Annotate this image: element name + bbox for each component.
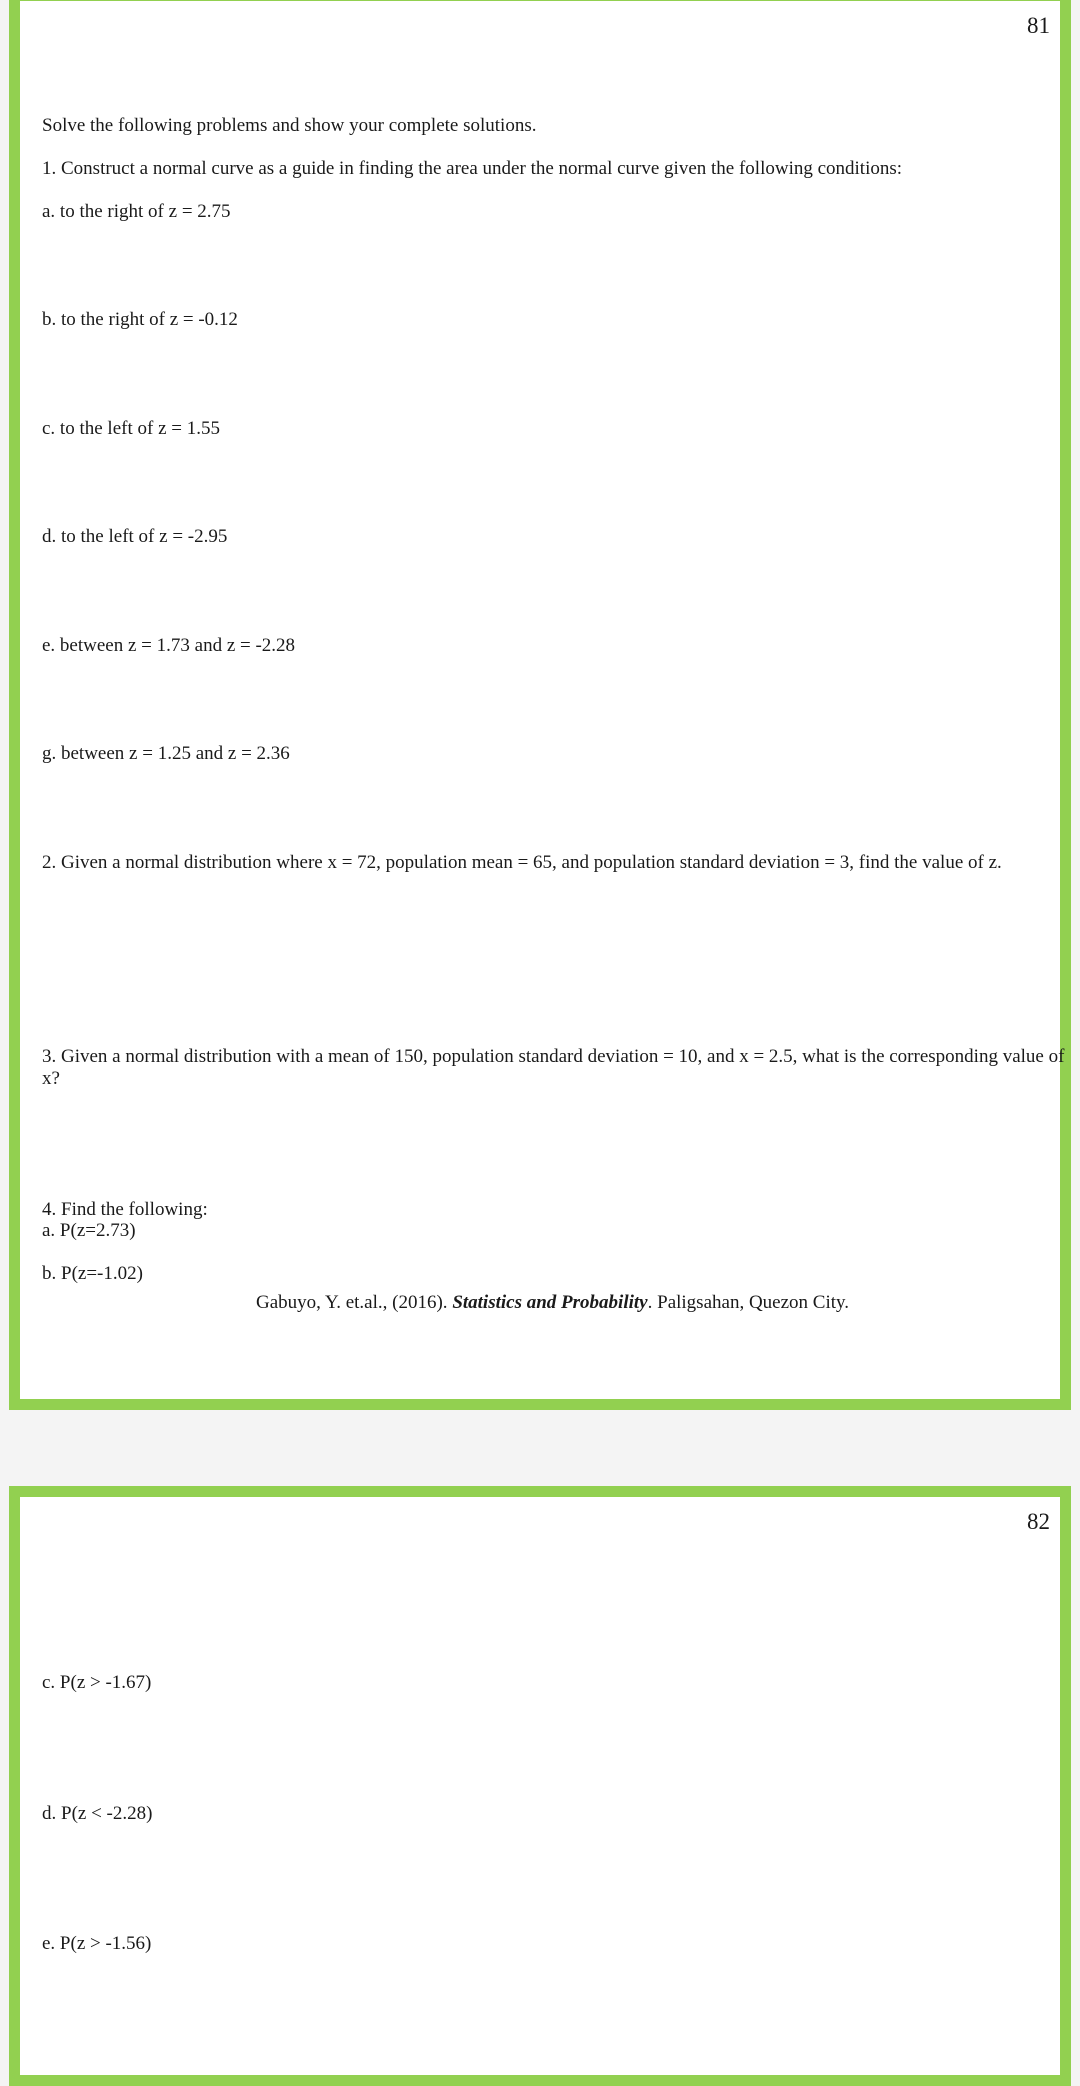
citation-title: Statistics and Probability [452, 1292, 648, 1313]
problem-2: 2. Given a normal distribution where x = 72, population mean = 65, and population standard deviation = 3, find the value of z. [42, 852, 1002, 873]
problem-1-item-e: e. between z = 1.73 and z = -2.28 [42, 635, 296, 656]
problem-1-item-d: d. to the left of z = -2.95 [42, 526, 228, 547]
problem-1-item-c: c. to the left of z = 1.55 [42, 418, 220, 439]
problem-1-item-b: b. to the right of z = -0.12 [42, 309, 238, 330]
problem-4-item-b: b. P(z=-1.02) [42, 1263, 143, 1284]
problem-3: 3. Given a normal distribution with a mean of 150, population standard deviation = 10, and x = 2.5, what is the corresponding value of x? [42, 1046, 1065, 1089]
problem-1-item-g: g. between z = 1.25 and z = 2.36 [42, 743, 290, 764]
problem-4-item-a: a. P(z=2.73) [42, 1220, 136, 1241]
problem-1-item-a: a. to the right of z = 2.75 [42, 201, 231, 222]
problem-4-prompt: 4. Find the following: [42, 1199, 208, 1220]
page-number: 81 [1027, 13, 1050, 38]
citation-authors: Gabuyo, Y. et.al., (2016). [256, 1292, 453, 1313]
worksheet-page-82 [9, 1486, 1071, 2086]
page-number: 82 [1027, 1509, 1050, 1534]
problem-4-item-e: e. P(z > -1.56) [42, 1933, 152, 1954]
worksheet-page-81 [9, 0, 1071, 1410]
instructions: Solve the following problems and show your complete solutions. [42, 115, 537, 136]
problem-1-prompt: 1. Construct a normal curve as a guide in finding the area under the normal curve given the following conditions: [42, 158, 903, 179]
citation-publisher: . Paligsahan, Quezon City. [647, 1292, 850, 1313]
citation [256, 1292, 849, 1314]
problem-4-item-d: d. P(z < -2.28) [42, 1803, 153, 1824]
problem-4-item-c: c. P(z > -1.67) [42, 1672, 152, 1693]
